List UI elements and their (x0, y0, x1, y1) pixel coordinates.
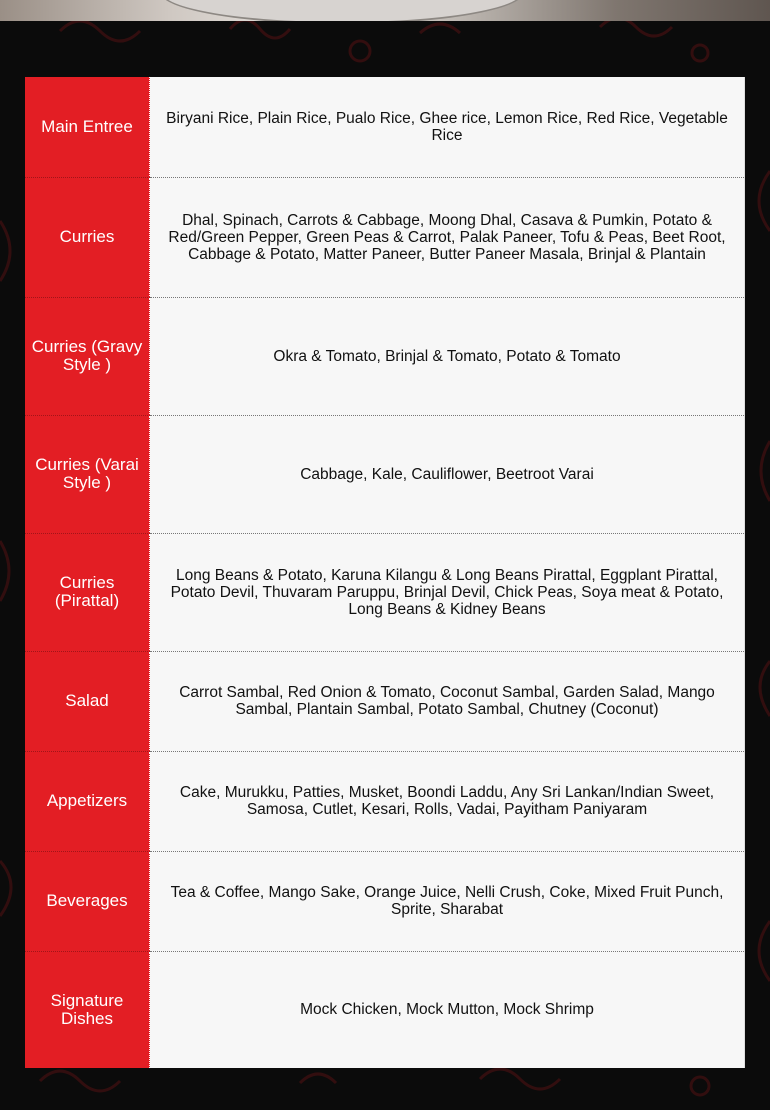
category-label: Beverages (25, 851, 150, 951)
menu-row-curries-gravy (25, 297, 745, 415)
menu-row-beverages (25, 851, 745, 951)
items-text: Okra & Tomato, Brinjal & Tomato, Potato & Tomato (150, 297, 745, 415)
items-text: Biryani Rice, Plain Rice, Pualo Rice, Ghee rice, Lemon Rice, Red Rice, Vegetable Rice (150, 77, 745, 177)
plate-image (160, 0, 524, 21)
category-label: Signature Dishes (25, 951, 150, 1068)
category-label: Curries (25, 177, 150, 297)
hero-image-strip (0, 0, 770, 21)
menu-row-signature-dishes (25, 951, 745, 1068)
category-label: Main Entree (25, 77, 150, 177)
menu-row-appetizers (25, 751, 745, 851)
category-label: Salad (25, 651, 150, 751)
category-label: Appetizers (25, 751, 150, 851)
menu-row-curries (25, 177, 745, 297)
items-text: Long Beans & Potato, Karuna Kilangu & Long Beans Pirattal, Eggplant Pirattal, Potato Devil, Thuvaram Paruppu, Brinjal Devil, Chick Peas, Soya meat & Potato, Long Beans & Kidney Beans (150, 533, 745, 651)
category-label: Curries (Pirattal) (25, 533, 150, 651)
items-text: Cake, Murukku, Patties, Musket, Boondi Laddu, Any Sri Lankan/Indian Sweet, Samosa, Cutlet, Kesari, Rolls, Vadai, Payitham Paniyaram (150, 751, 745, 851)
menu-row-salad (25, 651, 745, 751)
items-text: Carrot Sambal, Red Onion & Tomato, Coconut Sambal, Garden Salad, Mango Sambal, Plantain Sambal, Potato Sambal, Chutney (Coconut) (150, 651, 745, 751)
menu-row-curries-varai (25, 415, 745, 533)
items-text: Mock Chicken, Mock Mutton, Mock Shrimp (150, 951, 745, 1068)
menu-table (25, 77, 745, 1068)
items-text: Tea & Coffee, Mango Sake, Orange Juice, Nelli Crush, Coke, Mixed Fruit Punch, Sprite, Sharabat (150, 851, 745, 951)
items-text: Dhal, Spinach, Carrots & Cabbage, Moong Dhal, Casava & Pumkin, Potato & Red/Green Pepper, Green Peas & Carrot, Palak Paneer, Tofu & Peas, Beet Root, Cabbage & Potato, Matter Paneer, Butter Paneer Masala, Brinjal & Plantain (150, 177, 745, 297)
items-text: Cabbage, Kale, Cauliflower, Beetroot Varai (150, 415, 745, 533)
menu-row-main-entree (25, 77, 745, 177)
category-label: Curries (Gravy Style ) (25, 297, 150, 415)
category-label: Curries (Varai Style ) (25, 415, 150, 533)
menu-row-curries-pirattal (25, 533, 745, 651)
